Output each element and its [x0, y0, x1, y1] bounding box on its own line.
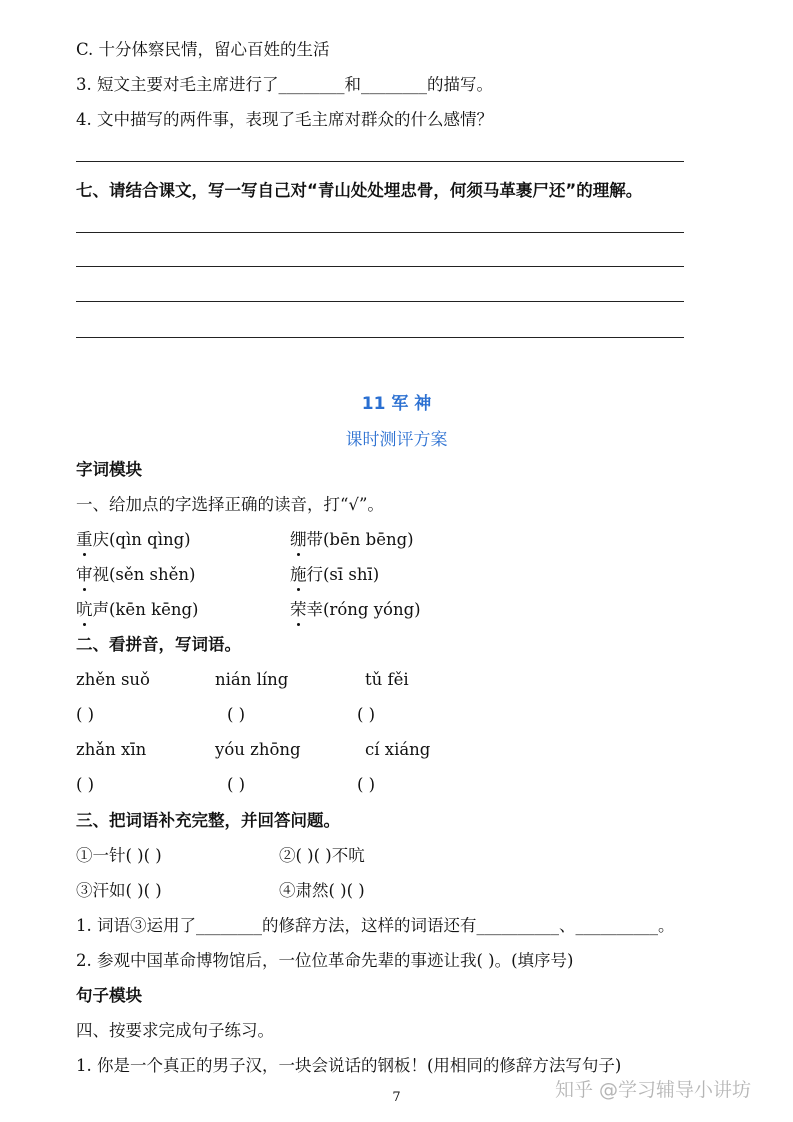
idiom-fill[interactable]: ④肃然( )( ) [279, 881, 365, 900]
answer-line [76, 301, 684, 302]
question-2-heading: 二、看拼音，写词语。 [76, 635, 241, 654]
question-3-2: 2. 参观中国革命博物馆后，一位位革命先辈的事迹让我( )。(填序号) [76, 951, 574, 970]
question-3-1: 1. 词语③运用了________的修辞方法，这样的词语还有__________、__________。 [76, 916, 675, 935]
pinyin-choice [76, 565, 195, 585]
pinyin-choice [290, 565, 379, 585]
pinyin-word: cí xiáng [365, 740, 431, 759]
answer-line [76, 266, 684, 267]
question-3-heading: 三、把词语补充完整，并回答问题。 [76, 811, 340, 830]
idiom-fill[interactable]: ②( )( )不吭 [279, 846, 365, 865]
choice-text: 声(kēn kēng) [92, 600, 199, 619]
pinyin-choice [76, 600, 198, 620]
idiom-fill[interactable]: ①一针( )( ) [76, 846, 162, 865]
answer-parentheses[interactable]: ( ) [76, 775, 95, 794]
answer-parentheses[interactable]: ( ) [357, 775, 376, 794]
dotted-char: 审 [76, 565, 93, 584]
dotted-char: 施 [290, 565, 307, 584]
answer-parentheses[interactable]: ( ) [357, 705, 376, 724]
page-number: 7 [392, 1090, 401, 1105]
dotted-char: 绷 [290, 530, 307, 549]
answer-parentheses[interactable]: ( ) [76, 705, 95, 724]
pinyin-choice [290, 600, 421, 620]
pinyin-word: nián líng [215, 670, 289, 689]
module-vocabulary-heading: 字词模块 [76, 460, 142, 479]
choice-text: 带(bēn bēng) [306, 530, 414, 549]
question-3: 3. 短文主要对毛主席进行了________和________的描写。 [76, 75, 493, 94]
question-1-heading: 一、给加点的字选择正确的读音，打“√”。 [76, 495, 384, 514]
section-7-heading: 七、请结合课文，写一写自己对“青山处处埋忠骨，何须马革裹尸还”的理解。 [76, 181, 643, 200]
pinyin-word: tǔ fěi [365, 670, 409, 689]
question-4-heading: 四、按要求完成句子练习。 [76, 1021, 274, 1040]
pinyin-word: zhěn suǒ [76, 670, 150, 689]
choice-text: 行(sī shī) [306, 565, 380, 584]
lesson-subtitle: 课时测评方案 [345, 430, 448, 450]
dotted-char: 荣 [290, 600, 307, 619]
answer-line [76, 337, 684, 338]
answer-parentheses[interactable]: ( ) [227, 705, 246, 724]
question-4: 4. 文中描写的两件事，表现了毛主席对群众的什么感情？ [76, 110, 493, 129]
option-c: C. 十分体察民情，留心百姓的生活 [76, 40, 330, 59]
choice-text: 庆(qìn qìng) [92, 530, 191, 549]
module-sentence-heading: 句子模块 [76, 986, 142, 1005]
pinyin-choice [290, 530, 414, 550]
idiom-fill[interactable]: ③汗如( )( ) [76, 881, 162, 900]
lesson-title: 11 军 神 [361, 394, 432, 414]
answer-line [76, 161, 684, 162]
pinyin-word: yóu zhōng [215, 740, 301, 759]
choice-text: 视(sěn shěn) [92, 565, 196, 584]
answer-parentheses[interactable]: ( ) [227, 775, 246, 794]
dotted-char: 重 [76, 530, 93, 549]
dotted-char: 吭 [76, 600, 93, 619]
pinyin-word: zhǎn xīn [76, 740, 147, 759]
question-4-1: 1. 你是一个真正的男子汉，一块会说话的钢板！(用相同的修辞方法写句子) [76, 1056, 622, 1075]
pinyin-choice [76, 530, 191, 550]
watermark: 知乎 @学习辅导小讲坊 [555, 1079, 752, 1101]
answer-line [76, 232, 684, 233]
choice-text: 幸(róng yóng) [306, 600, 421, 619]
